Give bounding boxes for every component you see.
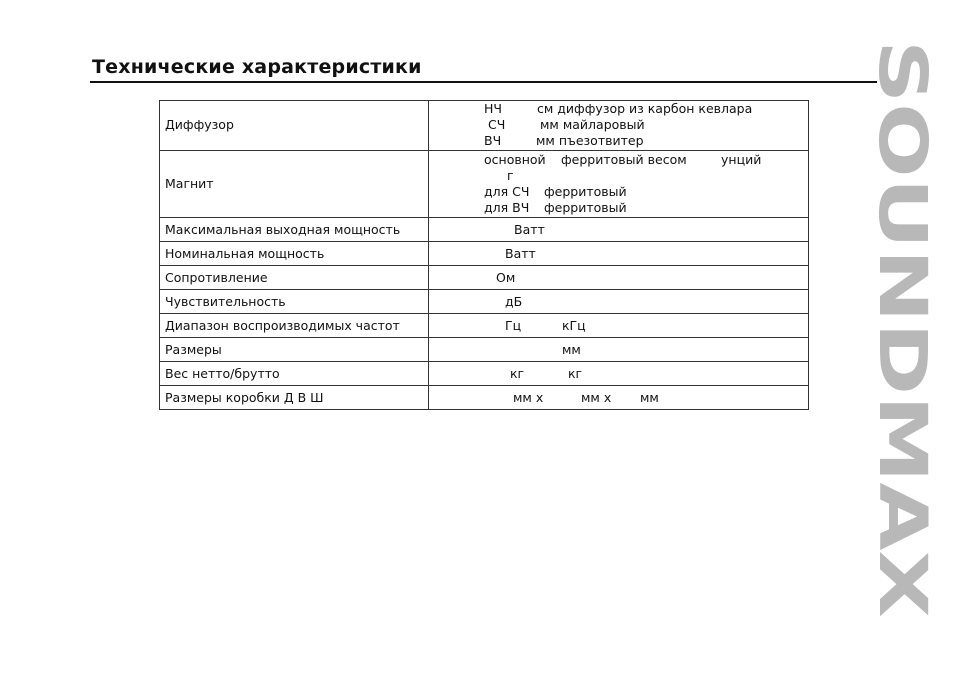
table-row	[160, 242, 809, 266]
spec-label-frequency-range: Диапазон воспроизводимых частот	[160, 314, 429, 338]
spec-value-weight: кг кг	[429, 362, 809, 386]
spec-label-max-power: Максимальная выходная мощность	[160, 218, 429, 242]
table-row	[160, 314, 809, 338]
brand-logo	[864, 40, 941, 620]
table-row	[160, 266, 809, 290]
spec-label-weight: Вес нетто/брутто	[160, 362, 429, 386]
spec-value-sensitivity: дБ	[429, 290, 809, 314]
spec-label-sensitivity: Чувствительность	[160, 290, 429, 314]
spec-value-box-dimensions: мм x мм x мм	[429, 386, 809, 410]
table-row	[160, 362, 809, 386]
spec-table	[159, 100, 809, 410]
spec-value-frequency-range: Гц кГц	[429, 314, 809, 338]
spec-label-dimensions: Размеры	[160, 338, 429, 362]
spec-label-box-dimensions: Размеры коробки Д В Ш	[160, 386, 429, 410]
table-row	[160, 101, 809, 151]
spec-label-impedance: Сопротивление	[160, 266, 429, 290]
title-divider	[90, 81, 877, 83]
page-title: Технические характеристики	[92, 56, 422, 78]
table-row	[160, 386, 809, 410]
spec-label-magnet: Магнит	[160, 151, 429, 218]
table-row	[160, 338, 809, 362]
table-row	[160, 290, 809, 314]
spec-label-diffuser: Диффузор	[160, 101, 429, 151]
spec-value-dimensions: мм	[429, 338, 809, 362]
spec-value-max-power: Ватт	[429, 218, 809, 242]
spec-value-rated-power: Ватт	[429, 242, 809, 266]
table-row	[160, 218, 809, 242]
brand-logo-text: SOUNDMAX	[864, 40, 941, 475]
spec-value-magnet: основной ферритовый весом унций г для СЧ ферритовый для ВЧ ферритовый	[429, 151, 809, 218]
spec-value-impedance: Ом	[429, 266, 809, 290]
spec-value-diffuser: НЧ см диффузор из карбон кевлара СЧ мм майларовый ВЧ мм пъезотвитер	[429, 101, 809, 151]
spec-label-rated-power: Номинальная мощность	[160, 242, 429, 266]
table-row	[160, 151, 809, 218]
